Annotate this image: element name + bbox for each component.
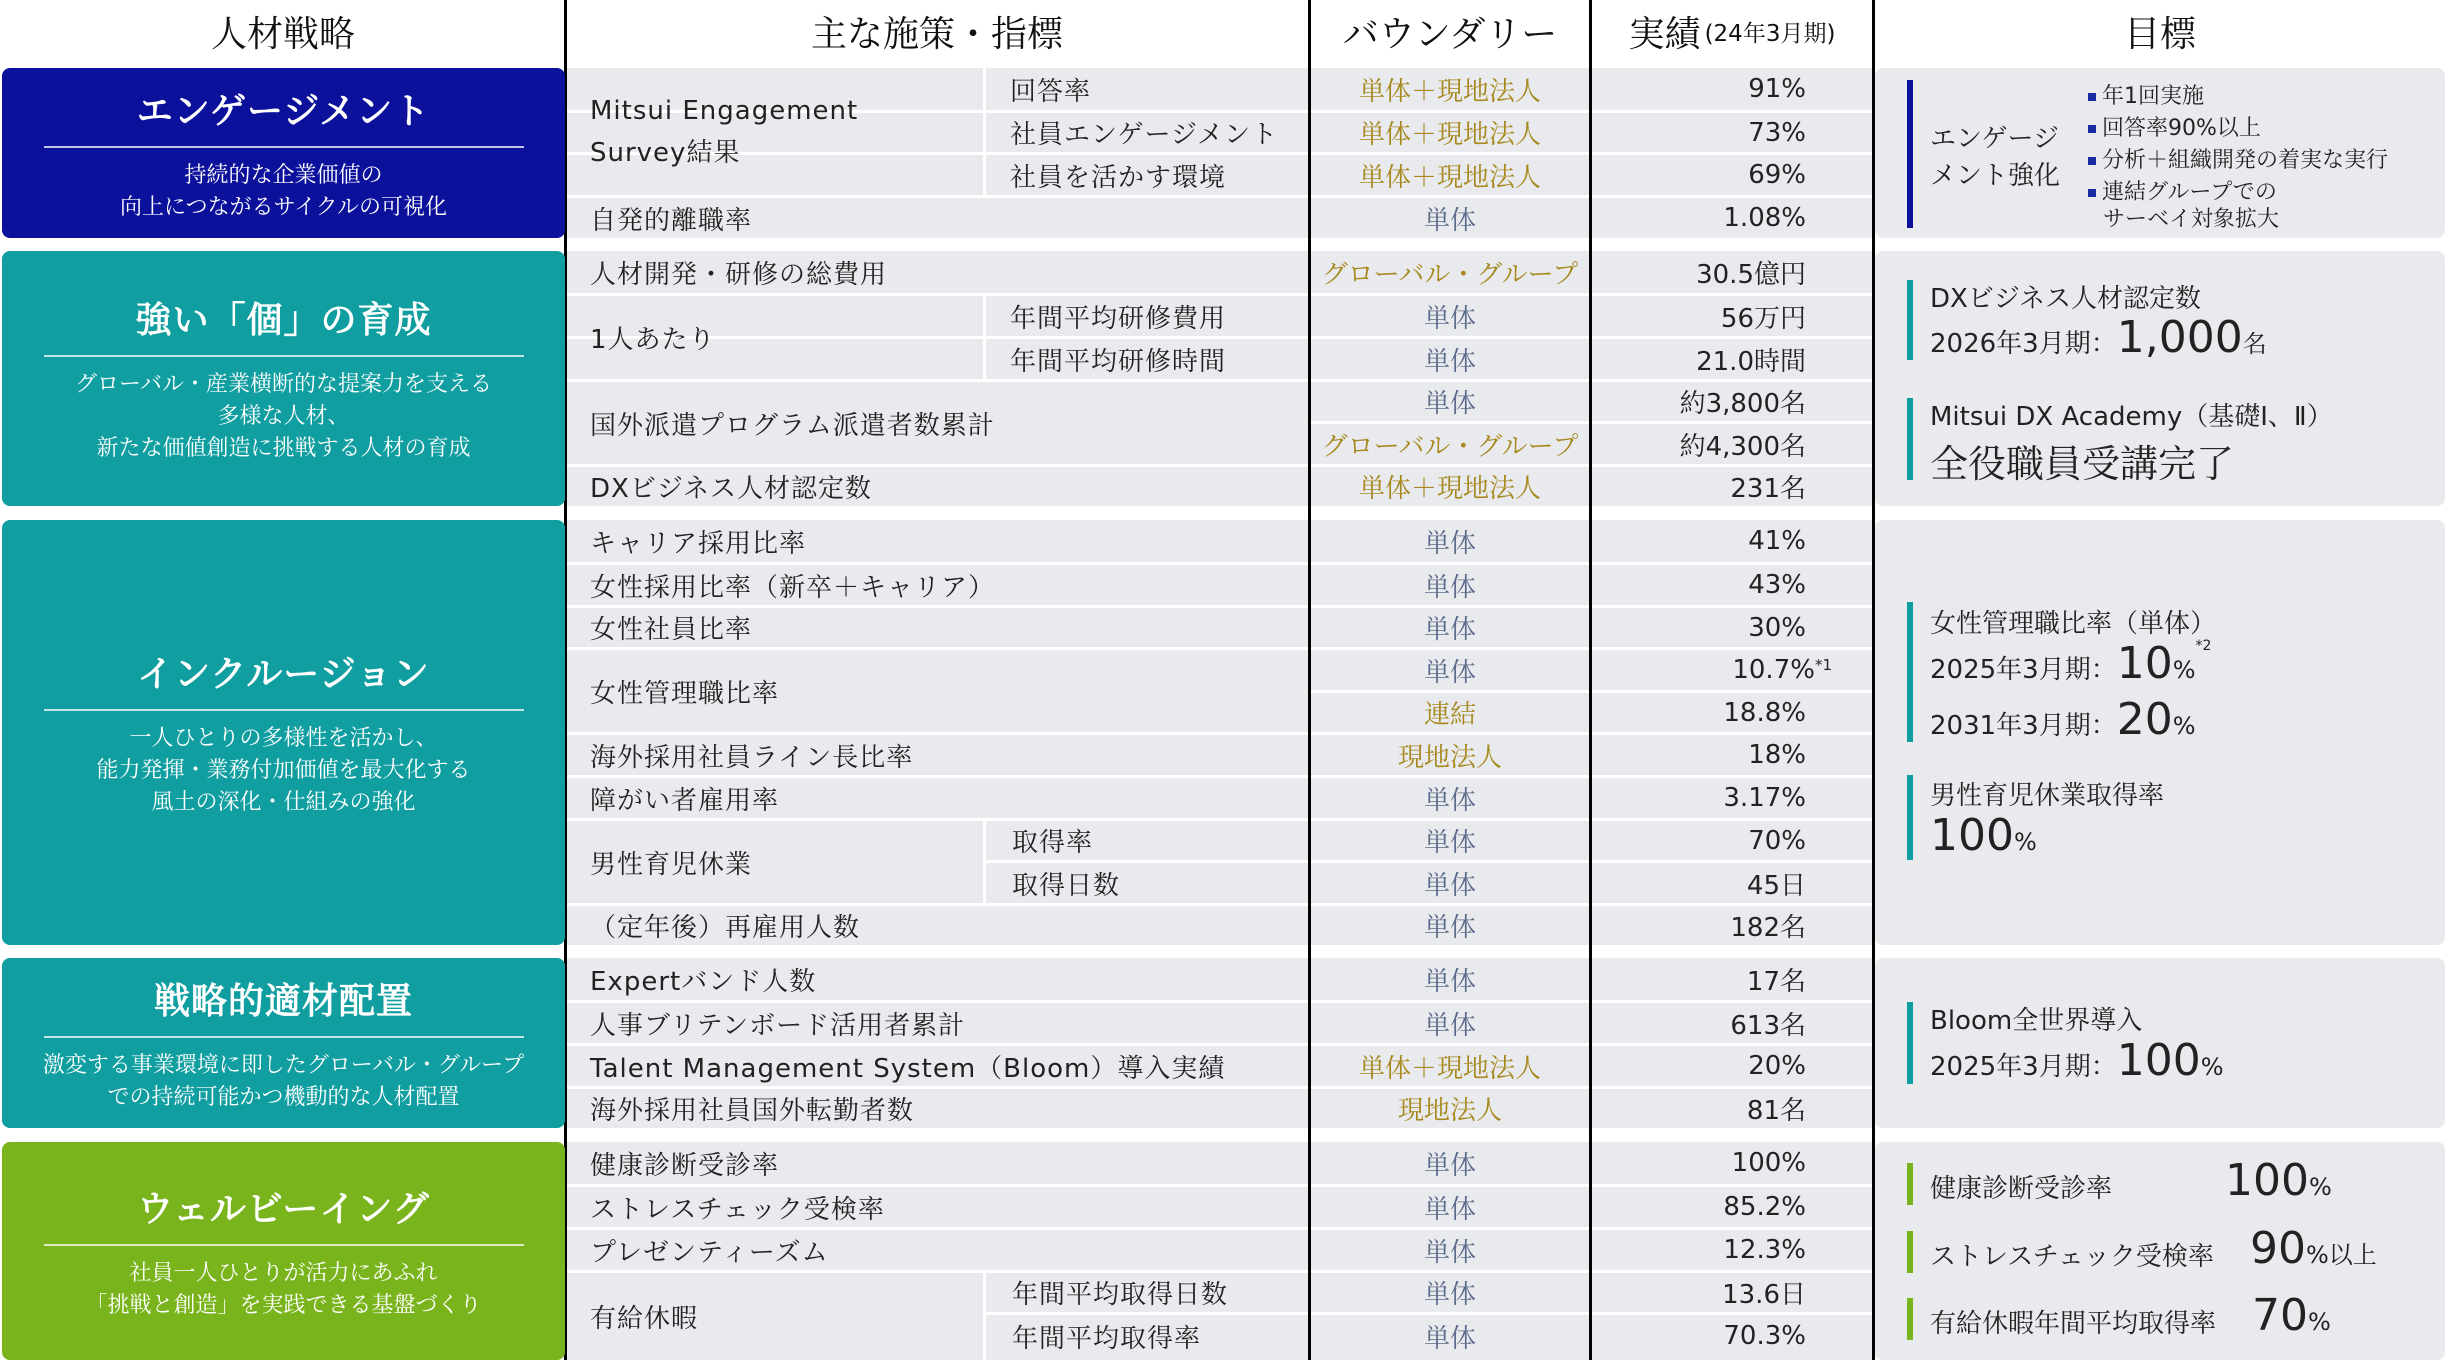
row-label: DXビジネス人材認定数: [590, 474, 873, 504]
section-desc: 「挑戦と創造」を実践できる基盤づくり: [85, 1292, 482, 1318]
goal-accent-bar: [1907, 775, 1913, 860]
section-title: エンゲージメント: [136, 90, 431, 132]
row-value: 70.3%: [1723, 1321, 1806, 1351]
divider: [44, 1036, 524, 1038]
row-boundary: 単体＋現地法人: [1358, 1053, 1541, 1084]
row-boundary: 単体: [1423, 205, 1476, 236]
divider: [44, 1244, 524, 1246]
goal-paternity-target: [1930, 810, 2037, 861]
row-boundary: 単体: [1423, 785, 1476, 816]
row-value: 100%: [1731, 1148, 1806, 1178]
row-label: 障がい者雇用率: [590, 785, 780, 816]
row-label: 年間平均取得率: [1012, 1323, 1202, 1354]
row-boundary: 単体: [1423, 966, 1476, 997]
footnote-mark: *2: [2195, 638, 2212, 654]
goal-eng-line1: エンゲージ: [1930, 124, 2059, 154]
goal-wb1-target: [2225, 1155, 2332, 1206]
section-title: 強い「個」の育成: [135, 300, 432, 341]
survey-label-line2: Survey結果: [590, 137, 741, 168]
row-boundary: 単体: [1423, 1194, 1476, 1225]
row-boundary: 単体＋現地法人: [1358, 474, 1541, 504]
goal-number: 1,000: [2116, 312, 2243, 363]
row-boundary: 単体: [1423, 1010, 1476, 1041]
section-engagement: [2, 68, 565, 238]
row-label: Expertバンド人数: [590, 966, 817, 997]
row-boundary: 単体: [1423, 572, 1476, 603]
goal-paternity-title: 男性育児休業取得率: [1930, 781, 2165, 811]
row-value: 56万円: [1720, 303, 1806, 334]
row-boundary: グローバル・グループ: [1321, 431, 1579, 462]
row-boundary: 単体: [1423, 615, 1476, 645]
section-desc: 社員一人ひとりが活力にあふれ: [129, 1260, 438, 1286]
row-label: 年間平均研修費用: [1010, 303, 1227, 334]
row-value: 30.5億円: [1696, 259, 1806, 290]
header-results: [1592, 0, 1872, 62]
row-label: 人事ブリテンボード活用者累計: [590, 1010, 966, 1041]
section-placement: [2, 958, 565, 1128]
goal-wb3-target: [2252, 1290, 2331, 1341]
row-boundary: 単体: [1423, 1280, 1476, 1310]
goal-number: 100: [1930, 810, 2014, 861]
row-label: （定年後）再雇用人数: [590, 913, 861, 943]
row-value: 30%: [1748, 612, 1806, 643]
row-value: 13.6日: [1722, 1280, 1806, 1310]
goal-bloom-title: Bloom全世界導入: [1930, 1006, 2143, 1036]
header-measures: 主な施策・指標: [810, 13, 1063, 55]
row-boundary: 現地法人: [1397, 1096, 1502, 1126]
row-value: 20%: [1748, 1051, 1806, 1081]
row-value: 73%: [1748, 117, 1806, 148]
goal-unit: %: [2172, 656, 2196, 684]
goal-number: 90: [2250, 1223, 2306, 1274]
row-value: 約3,800名: [1679, 389, 1806, 419]
section-desc: 風土の深化・仕組みの強化: [151, 790, 416, 815]
row-label: 取得率: [1012, 828, 1094, 858]
goal-accent-bar: [1907, 1298, 1913, 1340]
goal-accent-bar: [1907, 280, 1913, 360]
row-value: 12.3%: [1723, 1235, 1806, 1265]
women-manager-label: 女性管理職比率: [590, 678, 780, 709]
goal-dx-target: [1930, 312, 2267, 363]
row-value: 41%: [1748, 526, 1806, 556]
row-value: 91%: [1748, 74, 1806, 104]
goal-women-mgr-2031: [1930, 694, 2196, 745]
row-label: 年間平均研修時間: [1010, 346, 1227, 377]
row-boundary: グローバル・グループ: [1321, 259, 1579, 290]
goal-women-mgr-title: 女性管理職比率（単体）: [1930, 609, 2217, 639]
goal-bullet: 分析＋組織開発の着実な実行: [2088, 143, 2388, 174]
goal-wb2-label: ストレスチェック受検率: [1930, 1242, 2214, 1272]
row-boundary: 現地法人: [1397, 742, 1502, 773]
header-boundary: バウンダリー: [1342, 13, 1558, 55]
row-value: 182名: [1730, 913, 1806, 943]
row-boundary: 単体: [1423, 1150, 1476, 1181]
row-label: 健康診断受診率: [590, 1150, 780, 1181]
section-title: ウェルビーイング: [137, 1188, 430, 1230]
header-goals: 目標: [2123, 13, 2196, 55]
goal-period: 2025年3月期：: [1930, 655, 2117, 685]
goal-bloom-target: [1930, 1035, 2224, 1086]
section-individual: [2, 251, 565, 506]
row-boundary: 単体＋現地法人: [1358, 120, 1541, 150]
goal-accent-bar: [1907, 80, 1913, 228]
goal-dx-title: DXビジネス人材認定数: [1930, 284, 2202, 314]
goal-wb3-label: 有給休暇年間平均取得率: [1930, 1309, 2217, 1339]
row-boundary: 単体: [1423, 913, 1476, 943]
goal-academy: Mitsui DX Academy（基礎Ⅰ、Ⅱ）: [1930, 402, 2333, 432]
divider: [44, 355, 524, 357]
row-value-text: 10.7%: [1732, 655, 1815, 685]
row-label: 女性社員比率: [590, 615, 753, 645]
row-label: 人材開発・研修の総費用: [590, 259, 888, 290]
goal-number: 70: [2252, 1290, 2308, 1341]
goal-unit: 名: [2242, 330, 2267, 358]
goal-accent-bar: [1907, 602, 1913, 742]
goal-period: 2026年3月期：: [1930, 329, 2117, 359]
section-desc: 激変する事業環境に即したグローバル・グループ: [42, 1052, 525, 1078]
section-desc: 持続的な企業価値の: [184, 162, 383, 188]
goal-bullet-cont: サーベイ対象拡大: [2103, 207, 2280, 232]
row-value: 231名: [1730, 474, 1806, 504]
row-boundary: 単体＋現地法人: [1358, 76, 1541, 107]
footnote-mark: *1: [1814, 656, 1832, 674]
row-boundary: 単体: [1423, 346, 1476, 377]
row-value: [1592, 650, 1832, 690]
row-value: 21.0時間: [1696, 346, 1806, 377]
row-value: 17名: [1746, 966, 1806, 997]
row-value: 81名: [1746, 1096, 1806, 1126]
row-label: 海外採用社員ライン長比率: [590, 742, 914, 773]
survey-label-line1: Mitsui Engagement: [590, 95, 859, 126]
row-label: 年間平均取得日数: [1012, 1280, 1229, 1310]
header-results-sub: (24年3月期): [1704, 20, 1836, 47]
goal-wb2-target: [2250, 1223, 2377, 1274]
goal-bullet: 連結グループでの: [2088, 175, 2277, 206]
row-value: 約4,300名: [1679, 431, 1806, 462]
row-label: キャリア採用比率: [590, 528, 807, 559]
row-value: 70%: [1748, 825, 1806, 856]
section-title: 戦略的適材配置: [153, 980, 413, 1022]
row-value: 18.8%: [1723, 697, 1806, 728]
section-desc: 一人ひとりの多様性を活かし、: [129, 726, 438, 751]
row-boundary: 単体: [1423, 828, 1476, 858]
goal-unit: %: [2013, 828, 2037, 856]
row-label: 海外採用社員国外転勤者数: [590, 1096, 915, 1126]
goal-unit: %: [2308, 1308, 2331, 1336]
goal-unit: %: [2200, 1053, 2224, 1081]
row-boundary: 単体: [1423, 389, 1476, 419]
row-value: 613名: [1730, 1010, 1806, 1041]
section-desc: 能力発揮・業務付加価値を最大化する: [96, 758, 471, 783]
section-wellbeing: [2, 1142, 565, 1360]
goal-unit: %: [2308, 1173, 2332, 1201]
section-desc: 向上につながるサイクルの可視化: [120, 194, 447, 220]
goal-number: 20: [2116, 694, 2173, 745]
row-label: ストレスチェック受検率: [590, 1194, 885, 1225]
row-label: 自発的離職率: [590, 205, 753, 236]
divider: [44, 146, 524, 148]
goal-bullet: 回答率90%以上: [2088, 111, 2261, 142]
section-desc: での持続可能かつ機動的な人材配置: [107, 1084, 460, 1110]
goal-academy-target: 全役職員受講完了: [1930, 442, 2235, 486]
goal-number: 100: [2225, 1155, 2309, 1206]
goal-women-mgr-2025: [1930, 638, 2211, 689]
goal-accent-bar: [1907, 1231, 1913, 1273]
goal-period: 2025年3月期：: [1930, 1052, 2117, 1082]
row-boundary: 単体: [1423, 303, 1476, 334]
section-title: インクルージョン: [137, 654, 430, 695]
section-desc: 新たな価値創造に挑戦する人材の育成: [96, 436, 471, 461]
row-value: 18%: [1748, 740, 1806, 770]
row-label: 女性採用比率（新卒＋キャリア）: [590, 572, 996, 603]
goal-bullet: 年1回実施: [2088, 79, 2204, 110]
goal-unit: %: [2172, 712, 2196, 740]
row-boundary: 単体＋現地法人: [1358, 162, 1541, 193]
row-value: 45日: [1746, 870, 1806, 901]
goal-accent-bar: [1907, 1002, 1913, 1084]
goal-accent-bar: [1907, 398, 1913, 480]
goal-accent-bar: [1907, 1163, 1913, 1205]
row-boundary: 単体: [1423, 657, 1476, 688]
survey-label: [590, 68, 980, 195]
goal-unit: %以上: [2306, 1241, 2377, 1269]
row-boundary: 単体: [1423, 1323, 1476, 1354]
goal-wb1-label: 健康診断受診率: [1930, 1174, 2113, 1204]
row-boundary: 単体: [1423, 528, 1476, 559]
section-desc: グローバル・産業横断的な提案力を支える: [75, 372, 492, 397]
section-inclusion: [2, 520, 565, 945]
row-value: 43%: [1748, 570, 1806, 600]
row-label: 回答率: [1010, 76, 1092, 107]
row-value: 69%: [1748, 160, 1806, 190]
goal-period: 2031年3月期：: [1930, 711, 2117, 741]
header-results-label: 実績: [1628, 13, 1701, 55]
goal-number: 10: [2116, 638, 2173, 689]
goal-number: 100: [2116, 1035, 2201, 1086]
row-label: 社員を活かす環境: [1010, 162, 1227, 193]
paternity-label: 男性育児休業: [590, 849, 753, 880]
divider: [44, 709, 524, 711]
goal-eng-line2: メント強化: [1930, 161, 2061, 191]
row-value: 1.08%: [1723, 203, 1806, 233]
paid-leave-label: 有給休暇: [590, 1304, 699, 1334]
per-person-label: 1人あたり: [590, 325, 716, 355]
row-label: 社員エンゲージメント: [1010, 120, 1279, 150]
header-strategy: 人材戦略: [210, 13, 355, 55]
row-boundary: 単体: [1423, 870, 1476, 901]
section-desc: 多様な人材、: [217, 404, 350, 429]
row-boundary: 連結: [1423, 700, 1476, 730]
row-value: 3.17%: [1723, 783, 1806, 813]
row-label: プレゼンティーズム: [590, 1237, 829, 1268]
row-boundary: 単体: [1423, 1237, 1476, 1268]
row-label: Talent Management System（Bloom）導入実績: [590, 1053, 1226, 1084]
row-value: 85.2%: [1723, 1192, 1806, 1222]
overseas-label: 国外派遣プログラム派遣者数累計: [590, 410, 995, 441]
row-label: 取得日数: [1012, 870, 1121, 901]
